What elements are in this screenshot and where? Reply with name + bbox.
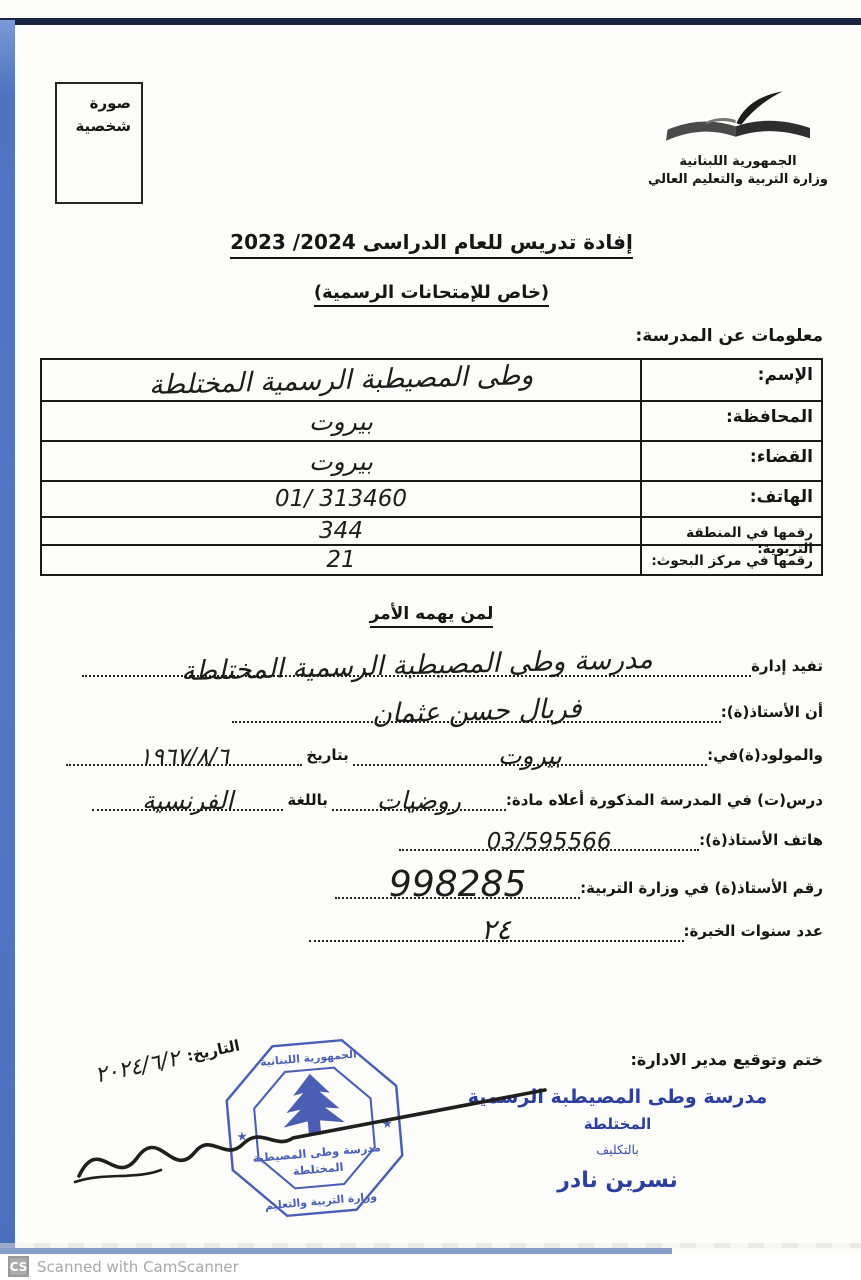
seal-signature-label: ختم وتوقيع مدير الادارة: <box>630 1050 823 1069</box>
table-row-edu-zone-number <box>42 516 821 557</box>
letter-value-school: مدرسة وطى المصيطبة الرسمية المختلطة <box>180 643 653 688</box>
scan-edge-left-strip <box>0 20 15 1250</box>
letter-label-language: باللغة <box>287 791 328 809</box>
letter-line-birth <box>40 741 823 770</box>
letter-label-experience: عدد سنوات الخبرة: <box>683 922 823 940</box>
stamp-bottom-text: وزارة التربية والتعليم <box>264 1189 378 1213</box>
table-value-name: وطى المصيطبة الرسمية المختلطة <box>148 359 534 401</box>
letter-line-experience <box>40 913 823 946</box>
open-book-logo-icon <box>658 88 818 152</box>
letter-value-birthdate: ١٩٦٧/٨/٦ <box>139 744 229 770</box>
ministry-name-line2: وزارة التربية والتعليم العالي <box>647 172 829 187</box>
letter-line-ministry-number <box>40 864 823 905</box>
stamp-center-line1: مدرسة وطى المصيطبة <box>252 1141 382 1166</box>
photo-placeholder-box <box>55 82 143 204</box>
letter-label-subject: درس(ت) في المدرسة المذكورة أعلاه مادة: <box>505 791 823 809</box>
camscanner-watermark-text: Scanned with CamScanner <box>37 1257 239 1276</box>
stamp-top-text: الجمهورية اللبنانية <box>259 1047 358 1069</box>
table-value-research-center-number: 21 <box>326 547 356 573</box>
ministry-header <box>638 88 838 187</box>
table-label-research-center-number: رقمها في مركز البحوث: <box>640 546 821 574</box>
table-label-district: القضاء: <box>640 442 821 480</box>
date-label: التاريخ: <box>185 1035 242 1065</box>
letter-label-birthdate: بتاريخ <box>306 746 349 764</box>
camscanner-watermark-strip <box>0 1254 861 1280</box>
letter-value-experience: ٢٤ <box>481 913 512 946</box>
table-row-district <box>42 440 821 480</box>
letter-label-birthplace: والمولود(ة)في: <box>707 746 823 764</box>
table-value-governorate: بيروت <box>309 406 373 436</box>
director-name: نسرين نادر <box>557 1168 678 1193</box>
letter-value-subject: روضيات <box>376 786 461 815</box>
letter-label-teacher: أن الأستاذ(ة): <box>720 703 823 721</box>
letter-value-teacher-name: فريال حسن عثمان <box>371 693 582 730</box>
school-info-table <box>40 358 823 576</box>
table-value-district: بيروت <box>309 446 373 476</box>
letter-value-language: الفرنسية <box>142 786 234 815</box>
table-label-edu-zone-number: رقمها في المنطقة التربوية: <box>640 518 821 544</box>
scan-edge-top-line <box>0 18 861 25</box>
school-info-heading: معلومات عن المدرسة: <box>635 326 823 346</box>
ministry-name-line1: الجمهورية اللبنانية <box>679 154 797 169</box>
photo-box-label-line2: شخصية <box>75 117 131 136</box>
table-label-governorate: المحافظة: <box>640 402 821 440</box>
camscanner-logo: CS <box>8 1256 29 1277</box>
table-row-research-center-number <box>42 544 821 574</box>
date-value: ٢٠٢٤/٦/٢ <box>92 1046 182 1089</box>
letter-label-ministry-number: رقم الأستاذ(ة) في وزارة التربية: <box>580 879 823 898</box>
table-label-name: الإسم: <box>640 360 821 400</box>
table-row-governorate <box>42 400 821 440</box>
letter-line-subject <box>40 786 823 815</box>
school-name-line1: مدرسة وطى المصيطبة الرسمية <box>467 1086 768 1108</box>
school-name-line2: المختلطة <box>583 1115 652 1133</box>
stamp-center-line2: المختلطة <box>292 1160 344 1179</box>
table-label-phone: الهاتف: <box>640 482 821 516</box>
letter-line-school <box>40 643 823 688</box>
letter-label-teacher-phone: هاتف الأستاذ(ة): <box>699 831 823 849</box>
director-signature <box>65 1076 570 1194</box>
document-subtitle: (خاص للإمتحانات الرسمية) <box>314 282 549 307</box>
letter-value-teacher-phone: 03/595566 <box>486 829 612 855</box>
table-row-name <box>42 360 821 400</box>
letter-value-ministry-number: 998285 <box>388 864 527 905</box>
stamp-star-right-icon: ★ <box>381 1116 394 1132</box>
by-assignment-label: بالتكليف <box>596 1142 639 1157</box>
letter-line-teacher-phone <box>40 829 823 855</box>
document-title: إفادة تدريس للعام الدراسى 2024/ 2023 <box>230 230 633 259</box>
photo-box-label-line1: صورة <box>89 94 131 112</box>
table-value-phone: 01/ 313460 <box>274 486 408 512</box>
table-value-edu-zone-number: 344 <box>319 518 363 544</box>
stamp-star-left-icon: ★ <box>236 1129 249 1144</box>
letter-line-teacher <box>40 693 823 730</box>
letter-label-school: تفيد إدارة <box>751 657 823 675</box>
letter-value-birthplace: بيروت <box>497 741 562 770</box>
letter-heading: لمن يهمه الأمر <box>370 604 494 628</box>
table-row-phone <box>42 480 821 516</box>
